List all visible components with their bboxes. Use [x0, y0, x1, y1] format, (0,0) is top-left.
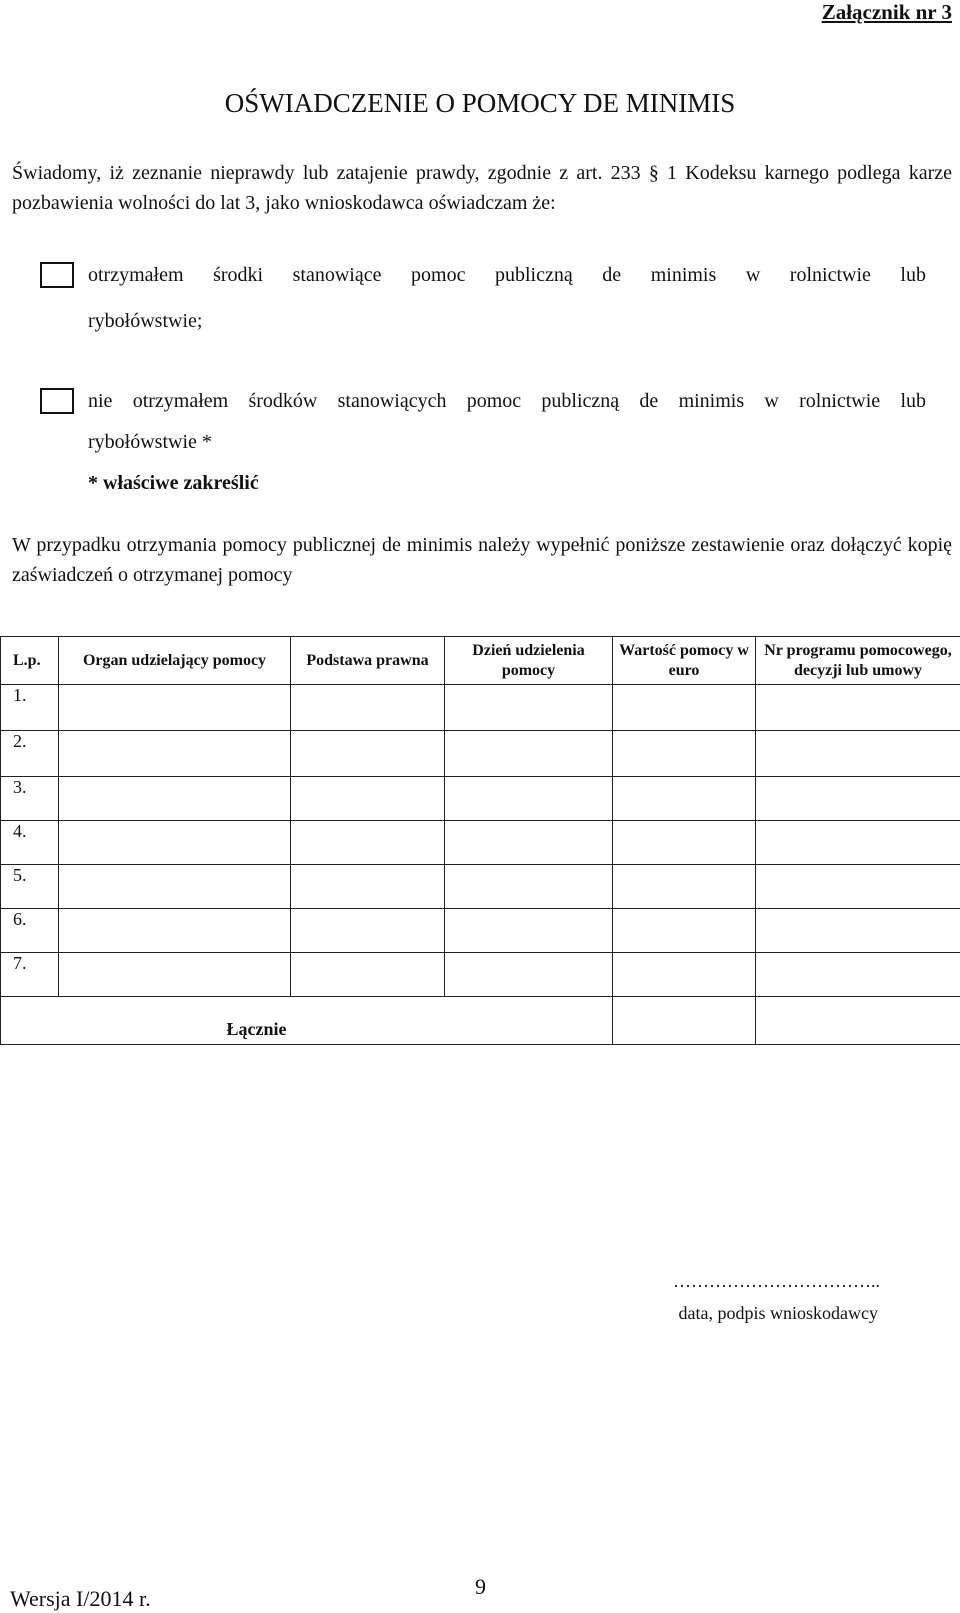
table-cell[interactable] [59, 731, 291, 777]
table-cell[interactable] [445, 953, 613, 997]
table-cell[interactable] [59, 909, 291, 953]
page-number: 9 [475, 1574, 486, 1599]
table-cell[interactable] [613, 731, 756, 777]
table-cell[interactable] [445, 821, 613, 865]
version-label: Wersja I/2014 r. [10, 1586, 151, 1611]
table-cell[interactable] [613, 685, 756, 731]
row-number: 3. [1, 777, 59, 821]
header-basis: Podstawa prawna [291, 637, 445, 685]
table-row [1, 865, 960, 909]
table-row [1, 777, 960, 821]
option-not-received-checkbox[interactable] [40, 388, 74, 414]
table-cell[interactable] [59, 953, 291, 997]
table-cell[interactable] [291, 821, 445, 865]
signature-label: data, podpis wnioskodawcy [678, 1303, 878, 1323]
table-cell[interactable] [613, 953, 756, 997]
option-not-received-text: nie otrzymałem środków stanowiących pomoc publiczną de minimis w rolnictwie lub [88, 390, 926, 412]
row-number: 4. [1, 821, 59, 865]
table-cell[interactable] [445, 685, 613, 731]
table-total-row [1, 997, 960, 1045]
table-row [1, 953, 960, 997]
header-program: Nr programu pomocowego, decyzji lub umowy [756, 637, 960, 685]
instructions-paragraph: W przypadku otrzymania pomocy publicznej de minimis należy wypełnić poniższe zestawienie oraz dołączyć kopię zaświadczeń o otrzymanej pomocy [12, 534, 952, 586]
table-cell[interactable] [756, 731, 960, 777]
row-number: 6. [1, 909, 59, 953]
table-cell[interactable] [756, 865, 960, 909]
table-cell[interactable] [59, 821, 291, 865]
table-cell[interactable] [613, 821, 756, 865]
table-cell[interactable] [756, 953, 960, 997]
footnote-mark: * właściwe zakreślić [88, 472, 259, 494]
table-cell[interactable] [291, 909, 445, 953]
table-row [1, 821, 960, 865]
table-row [1, 685, 960, 731]
table-cell[interactable] [756, 777, 960, 821]
table-cell[interactable] [613, 777, 756, 821]
option-received-checkbox[interactable] [40, 262, 74, 288]
header-lp: L.p. [1, 637, 59, 685]
row-number: 5. [1, 865, 59, 909]
option-received-text-cont: rybołówstwie; [88, 310, 203, 332]
table-cell[interactable] [291, 731, 445, 777]
intro-paragraph: Świadomy, iż zeznanie nieprawdy lub zatajenie prawdy, zgodnie z art. 233 § 1 Kodeksu karnego podlega karze pozbawienia wolności do lat 3, jako wnioskodawca oświadczam że: [12, 162, 952, 214]
option-received-text: otrzymałem środki stanowiące pomoc publiczną de minimis w rolnictwie lub [88, 264, 926, 286]
table-cell[interactable] [756, 909, 960, 953]
table-header-row [1, 637, 960, 685]
table-cell[interactable] [59, 865, 291, 909]
table-cell[interactable] [756, 685, 960, 731]
table-cell[interactable] [445, 909, 613, 953]
header-value: Wartość pomocy w euro [613, 637, 756, 685]
signature-line: …………………………….. [673, 1271, 880, 1291]
annex-label: Załącznik nr 3 [821, 0, 952, 24]
table-cell[interactable] [445, 777, 613, 821]
table-cell[interactable] [291, 953, 445, 997]
total-label: Łącznie [1, 997, 291, 1045]
table-cell[interactable] [291, 865, 445, 909]
row-number: 2. [1, 731, 59, 777]
total-value-cell[interactable] [613, 997, 756, 1045]
total-program-cell[interactable] [756, 997, 960, 1045]
table-cell[interactable] [291, 777, 445, 821]
total-spacer [291, 997, 613, 1045]
table-cell[interactable] [445, 865, 613, 909]
header-date: Dzień udzielenia pomocy [445, 637, 613, 685]
table-cell[interactable] [291, 685, 445, 731]
table-cell[interactable] [613, 909, 756, 953]
table-cell[interactable] [756, 821, 960, 865]
table-row [1, 909, 960, 953]
header-organ: Organ udzielający pomocy [59, 637, 291, 685]
table-cell[interactable] [59, 685, 291, 731]
row-number: 7. [1, 953, 59, 997]
option-not-received-text-cont: rybołówstwie * [88, 431, 212, 453]
table-cell[interactable] [59, 777, 291, 821]
table-cell[interactable] [613, 865, 756, 909]
table-row [1, 731, 960, 777]
aid-table [0, 636, 960, 1045]
document-title: OŚWIADCZENIE O POMOCY DE MINIMIS [224, 88, 736, 118]
row-number: 1. [1, 685, 59, 731]
table-cell[interactable] [445, 731, 613, 777]
